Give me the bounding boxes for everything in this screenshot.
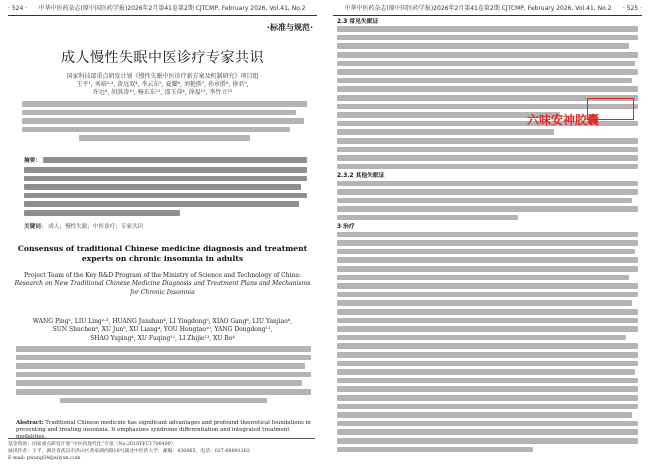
abstract-en-text: Traditional Chinese medicine has significant advantages and profound theoretical foundations in preventing and treating insomnia. It emphasizes syndrome differentiation and integrated treatment modalities. <box>16 420 311 440</box>
affiliations-en <box>16 346 311 406</box>
authors-en-line-1: WANG Ping¹, LIU Ling²·³, HUANG Junshan⁴, LI Yingdong⁵, XIAO Gang⁶, LIU Yanjiao⁶, <box>32 318 293 325</box>
section-heading-2-3: 2.3 常见失眠证 <box>337 19 379 25</box>
authors-en-line-3: SHAO Yuping⁴, XU Fuqing¹², LI Zhijie¹³, XU Bo⁴ <box>90 334 235 342</box>
right-page-number: · 525 · <box>622 5 642 12</box>
authors-en <box>14 318 311 343</box>
abstract-en-label: Abstract: <box>16 420 44 426</box>
right-body-column <box>337 18 638 455</box>
affiliations-cn <box>22 101 307 144</box>
section-heading-3: 3 治疗 <box>337 224 355 231</box>
keywords-value: 成人；慢性失眠；中医诊疗；专家共识 <box>48 224 144 230</box>
abstract-label: 摘要： <box>24 158 41 164</box>
column-tag: ·标准与规范· <box>266 23 313 32</box>
highlight-annotation-label: 六味安神胶囊 <box>527 113 600 127</box>
author-group-cn: 国家科技部重点研发计划《慢性失眠中医诊疗新方案及机制研究》项目组 <box>66 73 259 80</box>
article-title-cn: 成人慢性失眠中医诊疗专家共识 <box>61 50 264 66</box>
authors-en-line-2: SUN Shuchen⁸, XU Jun⁹, XU Liang⁴, YOU Hongtao¹⁰, YANG Dongdong¹¹, <box>52 326 273 334</box>
footnote-funding: 基金资助：国家重点研发计划“中医药现代化”专项（No.2018YFC1706400） <box>8 442 176 447</box>
abstract-cn <box>24 156 307 219</box>
footnote <box>8 438 315 462</box>
keywords-cn <box>24 222 307 230</box>
right-running-header <box>333 3 642 16</box>
left-journal-line: 中华中医药杂志(原中国医药学报)2026年2月第41卷第2期 CJTCMP, February 2026, Vol.41, No.2 <box>38 5 306 12</box>
footnote-email: E-mail: pwang54@aliyun.com <box>8 456 81 461</box>
project-team-line: Project Team of the Key R&D Program of the Ministry of Science and Technology of China: <box>23 272 302 279</box>
article-title-en: Consensus of traditional Chinese medicine diagnosis and treatment experts on chronic insomnia in adults <box>17 244 308 263</box>
section-heading-2-3-2: 2.3.2 其他失眠证 <box>337 173 385 180</box>
keywords-label: 关键词： <box>24 224 47 230</box>
authors-cn-line-2: 许远⁴, 胡洪涛¹⁰, 杨东东¹¹, 邵玉萍⁴, 徐福¹², 李竹立¹³ <box>92 89 233 96</box>
project-title-italic: Research on New Traditional Chinese Medicine Diagnosis and Treatment Plans and Mechanisms for Chronic Insomnia <box>14 280 311 296</box>
authors-cn-line-1: 王平¹, 刘裕²·³, 黄远双⁴, 李云东⁵, 夏耀⁶, 刘艳胜⁷, 孙承胜⁸, 徐君⁹, <box>76 81 249 88</box>
footnote-correspondence: 通讯作者：王平，湖北省武汉市洪山区黄家湖西路16号湖北中医药大学，邮编：430065，电话：027-68891262 <box>8 449 250 454</box>
right-page <box>325 0 650 470</box>
left-running-header <box>8 3 317 16</box>
project-team-en <box>14 272 311 297</box>
right-journal-line: 中华中医药杂志(原中国医药学报)2026年2月第41卷第2期 CJTCMP, February 2026, Vol.41, No.2 <box>344 5 612 12</box>
left-page-number: · 524 · <box>8 5 28 12</box>
